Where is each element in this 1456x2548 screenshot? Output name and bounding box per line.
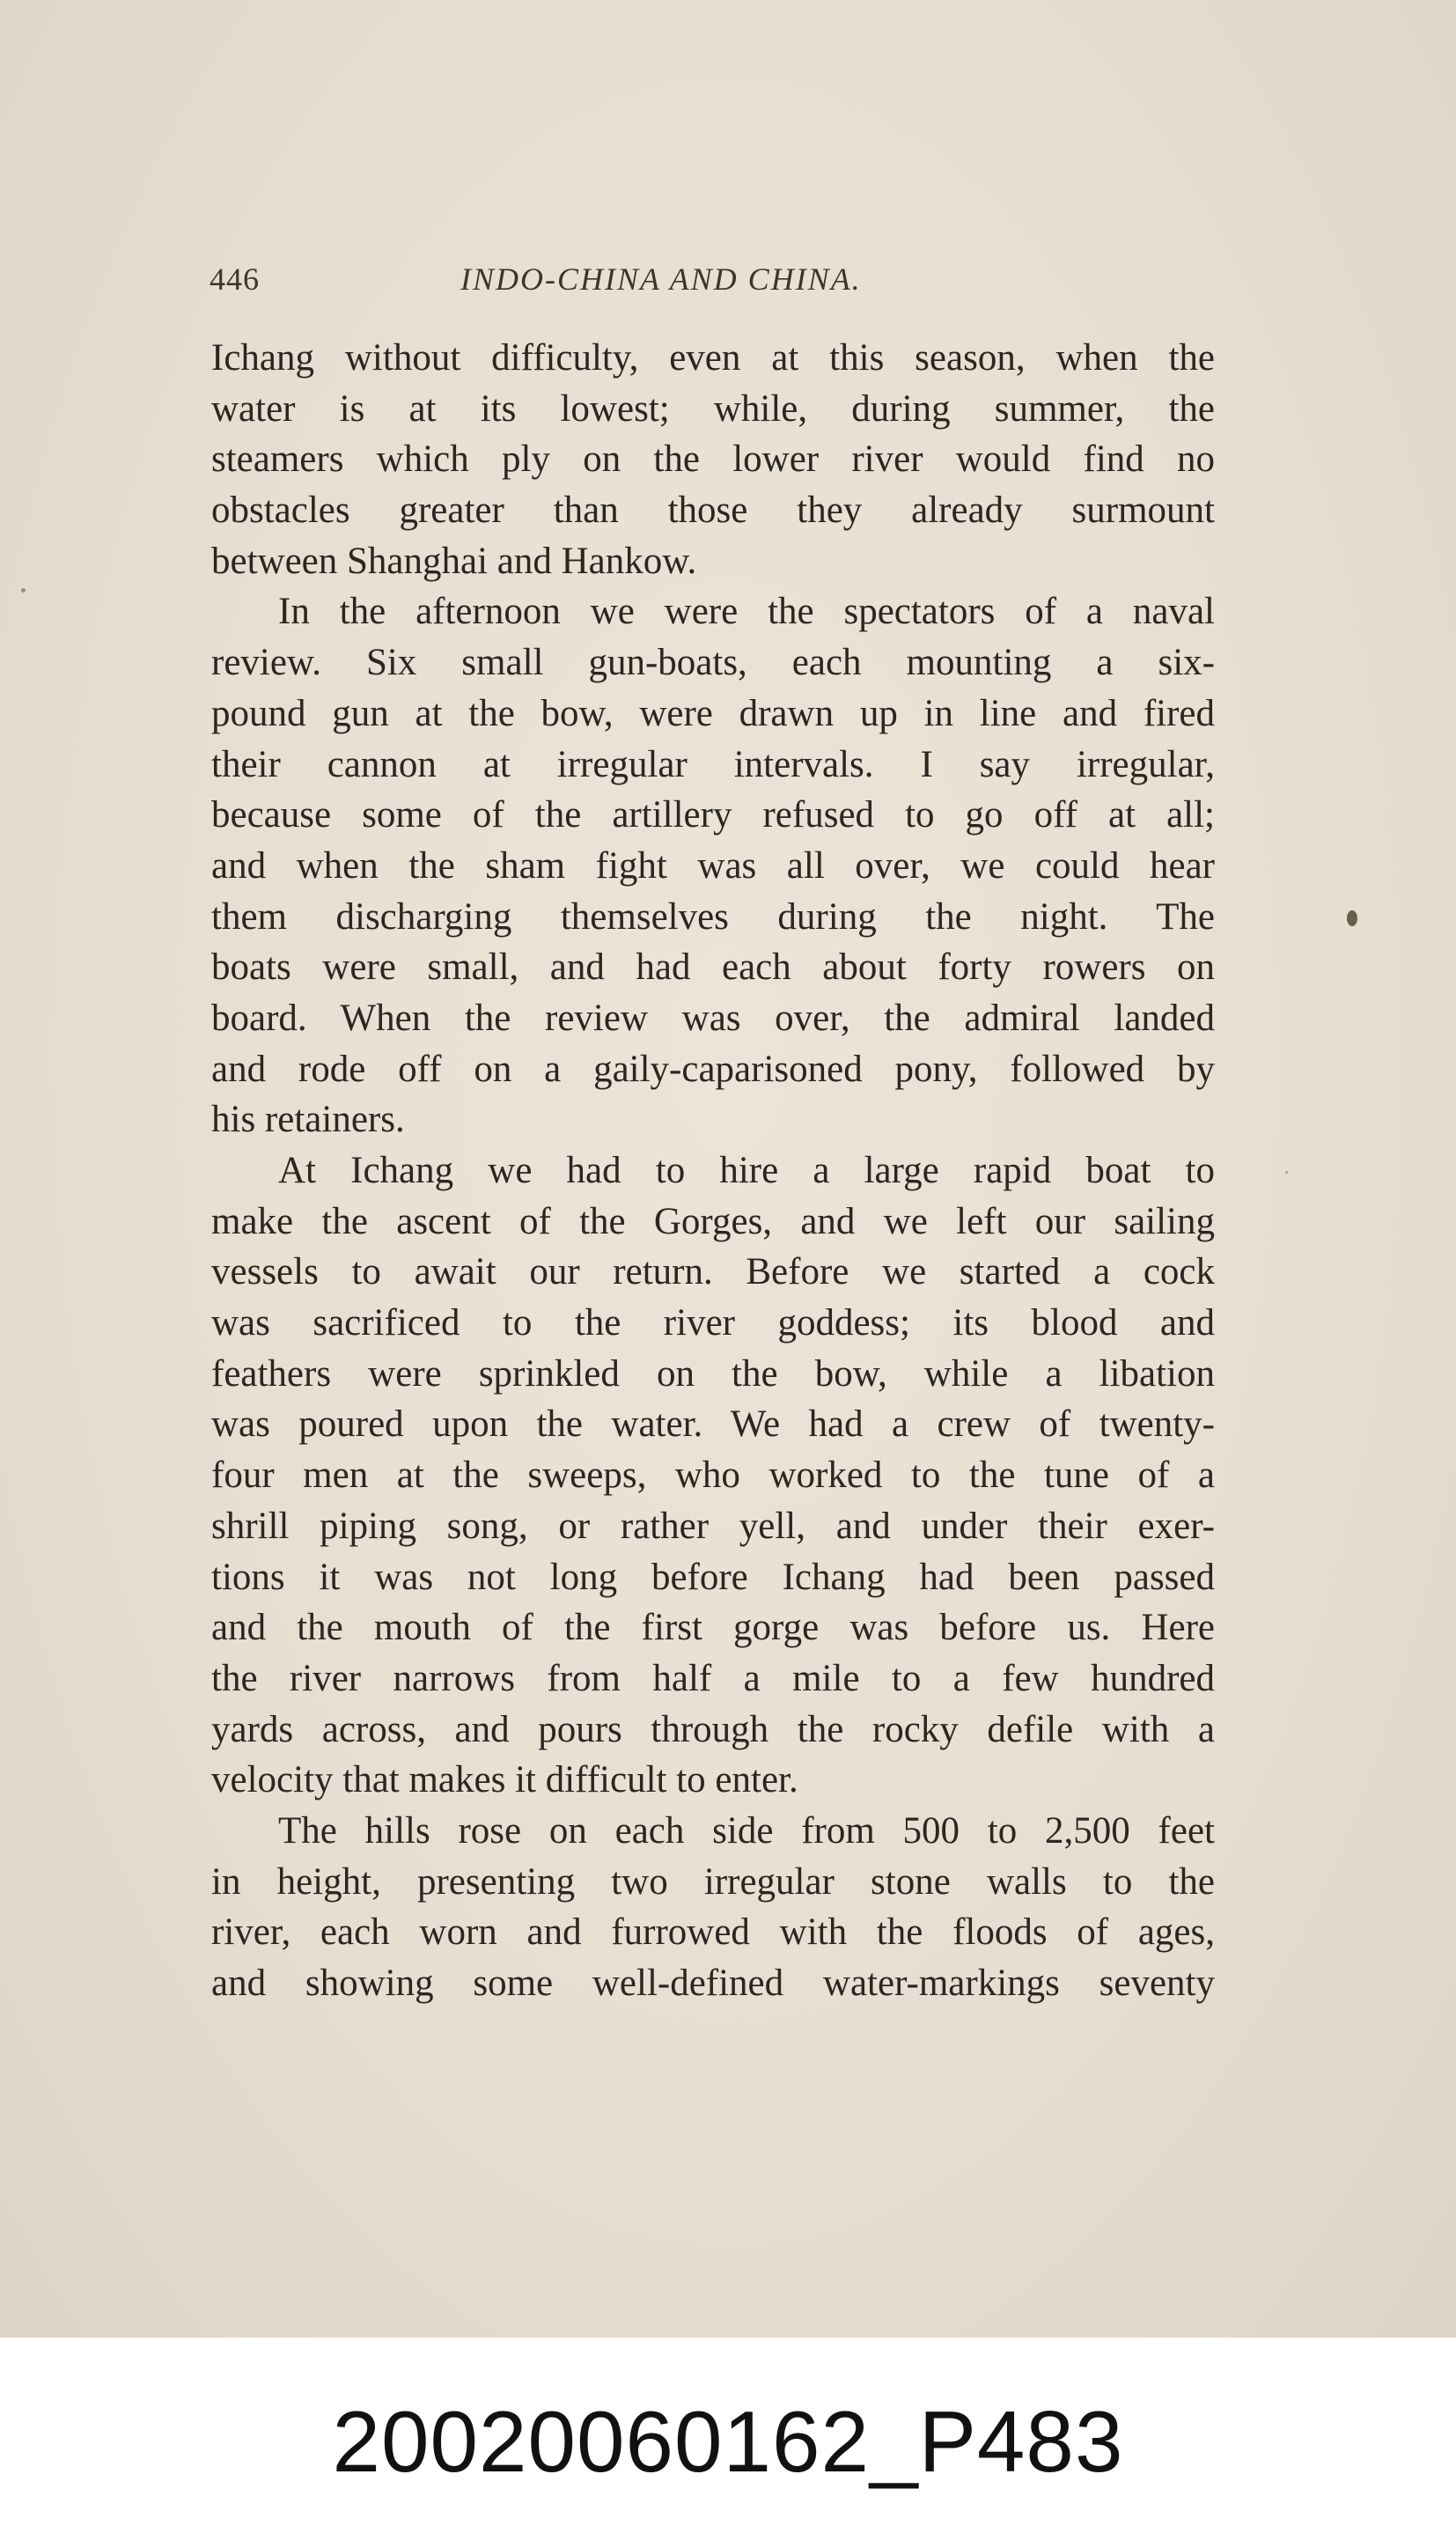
- text-line: river, each worn and furrowed with the floods of ages,: [211, 1911, 1215, 1954]
- text-line: feathers were sprinkled on the bow, while a libation: [211, 1352, 1215, 1395]
- text-line: boats were small, and had each about forty rowers on: [211, 946, 1215, 989]
- text-line: their cannon at irregular intervals. I say irregular,: [211, 743, 1215, 785]
- text-line: and the mouth of the first gorge was before us. Here: [211, 1607, 1215, 1649]
- text-line: was poured upon the water. We had a crew of twenty-: [211, 1403, 1215, 1446]
- text-line: four men at the sweeps, who worked to the tune of a: [211, 1454, 1215, 1497]
- page-number: 446: [210, 261, 260, 297]
- text-line: Ichang without difficulty, even at this season, when the: [211, 337, 1215, 379]
- text-line: because some of the artillery refused to go off at all;: [211, 794, 1215, 836]
- text-line: and rode off on a gaily-caparisoned pony, followed by: [211, 1048, 1215, 1090]
- text-line: and showing some well-defined water-markings seventy: [211, 1963, 1215, 2004]
- text-line: make the ascent of the Gorges, and we left our sailing: [211, 1200, 1215, 1242]
- paper-speck: [1347, 910, 1357, 926]
- paper-speck: [21, 588, 26, 593]
- text-line: the river narrows from half a mile to a few hundred: [211, 1657, 1215, 1699]
- text-line: board. When the review was over, the admiral landed: [211, 997, 1215, 1039]
- text-line: his retainers.: [211, 1099, 405, 1141]
- text-line: pound gun at the bow, were drawn up in line and fired: [211, 692, 1215, 734]
- text-line: steamers which ply on the lower river would find no: [211, 438, 1215, 481]
- text-line: water is at its lowest; while, during summer, the: [211, 387, 1215, 430]
- running-head: [210, 261, 1220, 305]
- archive-id-label: 20020060162_P483: [332, 2393, 1124, 2490]
- text-line: and when the sham fight was all over, we could hear: [211, 844, 1215, 887]
- text-line: vessels to await our return. Before we started a cock: [211, 1251, 1215, 1293]
- text-line: velocity that makes it difficult to enter.: [211, 1759, 798, 1801]
- text-line: yards across, and pours through the rocky defile with a: [211, 1708, 1215, 1750]
- paragraph-start-line: In the afternoon we were the spectators of a naval: [278, 591, 1215, 633]
- text-line: review. Six small gun-boats, each mounting a six-: [211, 642, 1215, 684]
- body-text: [211, 333, 1215, 2009]
- archive-footer: [0, 2338, 1456, 2548]
- text-line: in height, presenting two irregular stone walls to the: [211, 1860, 1215, 1903]
- text-line: obstacles greater than those they already surmount: [211, 490, 1215, 532]
- running-title: INDO-CHINA AND CHINA.: [460, 261, 862, 297]
- paragraph-start-line: The hills rose on each side from 500 to 2,500 feet: [278, 1809, 1215, 1852]
- text-line: shrill piping song, or rather yell, and under their exer-: [211, 1505, 1215, 1547]
- paper-speck: [1285, 1171, 1288, 1174]
- paragraph-start-line: At Ichang we had to hire a large rapid boat to: [278, 1150, 1215, 1191]
- text-line: between Shanghai and Hankow.: [211, 540, 697, 582]
- text-line: tions it was not long before Ichang had been passed: [211, 1556, 1215, 1598]
- text-line: them discharging themselves during the night. The: [211, 895, 1215, 938]
- text-line: was sacrificed to the river goddess; its blood and: [211, 1302, 1215, 1344]
